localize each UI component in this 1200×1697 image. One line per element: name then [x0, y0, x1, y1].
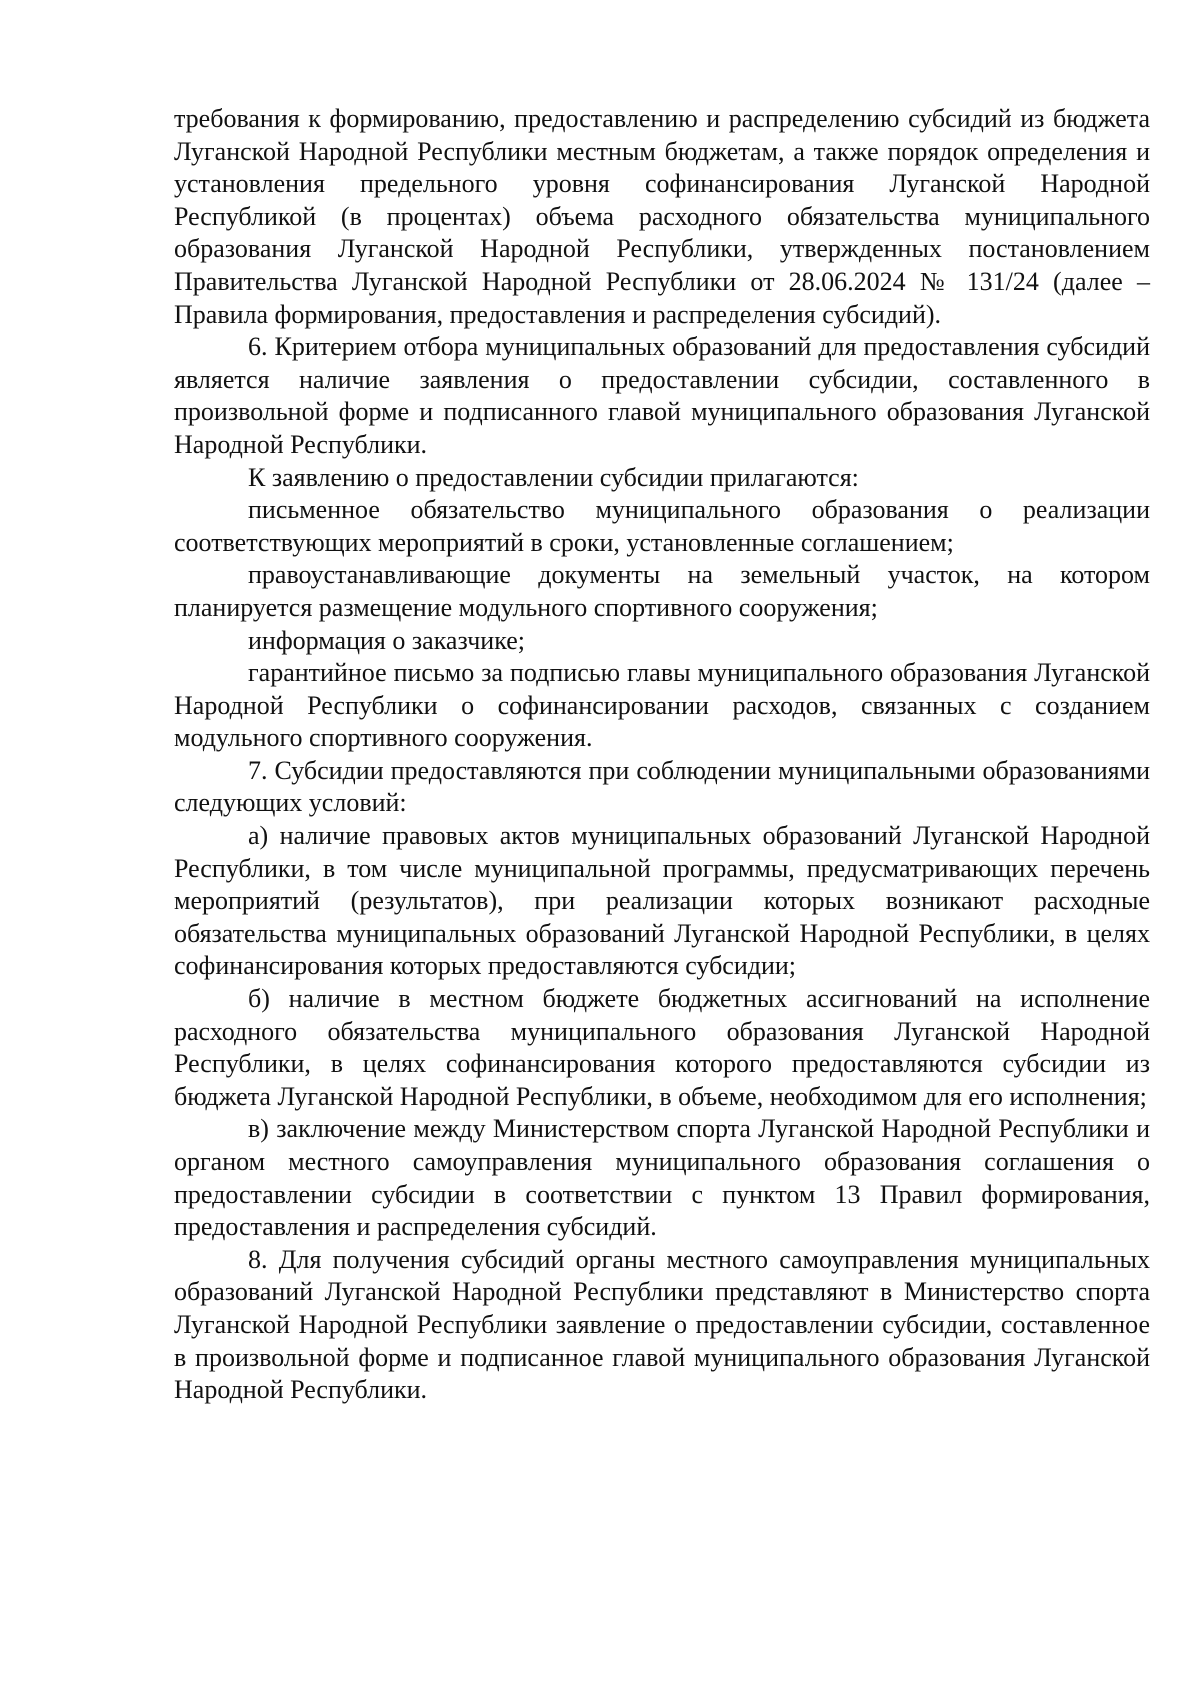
paragraph-item-7: 7. Субсидии предоставляются при соблюдении муниципальными образованиями следующих условий:: [174, 755, 1150, 818]
document-body: [174, 103, 1150, 1407]
paragraph-attachment-guarantee-letter: гарантийное письмо за подписью главы муниципального образования Луганской Народной Республики о софинансировании расходов, связанных с созданием модульного спортивного сооружения.: [174, 658, 1150, 753]
paragraph-condition-b: б) наличие в местном бюджете бюджетных ассигнований на исполнение расходного обязательства муниципального образования Луганской Народной Республики, в целях софинансирования которого предоставляются субсидии из бюджета Луганской Народной Республики, в объеме, необходимом для его исполнения;: [174, 984, 1150, 1111]
paragraph-item-8: 8. Для получения субсидий органы местного самоуправления муниципальных образований Луганской Народной Республики представляют в Министерство спорта Луганской Народной Республики заявление о предоставлении субсидии, составленное в произвольной форме и подписанное главой муниципального образования Луганской Народной Республики.: [174, 1244, 1150, 1405]
paragraph-attachments-intro: К заявлению о предоставлении субсидии прилагаются:: [248, 462, 859, 492]
paragraph-attachment-land-documents: правоустанавливающие документы на земельный участок, на котором планируется размещение модульного спортивного сооружения;: [174, 560, 1150, 622]
paragraph-attachment-obligation: письменное обязательство муниципального образования о реализации соответствующих мероприятий в сроки, установленные соглашением;: [174, 495, 1150, 557]
paragraph-item-6: 6. Критерием отбора муниципальных образований для предоставления субсидий является наличие заявления о предоставлении субсидии, составленного в произвольной форме и подписанного главой муниципального образования Луганской Народной Республики.: [174, 332, 1150, 459]
paragraph-condition-c: в) заключение между Министерством спорта Луганской Народной Республики и органом местного самоуправления муниципального образования соглашения о предоставлении субсидии в соответствии с пунктом 13 Правил формирования, предоставления и распределения субсидий.: [174, 1114, 1150, 1242]
paragraph-condition-a: а) наличие правовых актов муниципальных образований Луганской Народной Республики, в том числе муниципальной программы, предусматривающих перечень мероприятий (результатов), при реализации которых возникают расходные обязательства муниципальных образований Луганской Народной Республики, в целях софинансирования которых предоставляются субсидии;: [174, 821, 1150, 981]
paragraph-intro-continuation: требования к формированию, предоставлению и распределению субсидий из бюджета Луганской Народной Республики местным бюджетам, а также порядок определения и установления предельного уровня софинансирования Луганской Народной Республикой (в процентах) объема расходного обязательства муниципального образования Луганской Народной Республики, утвержденных постановлением Правительства Луганской Народной Республики от 28.06.2024 № 131/24 (далее – Правила формирования, предоставления и распределения субсидий).: [174, 104, 1150, 329]
paragraph-attachment-customer-info: информация о заказчике;: [248, 625, 525, 655]
